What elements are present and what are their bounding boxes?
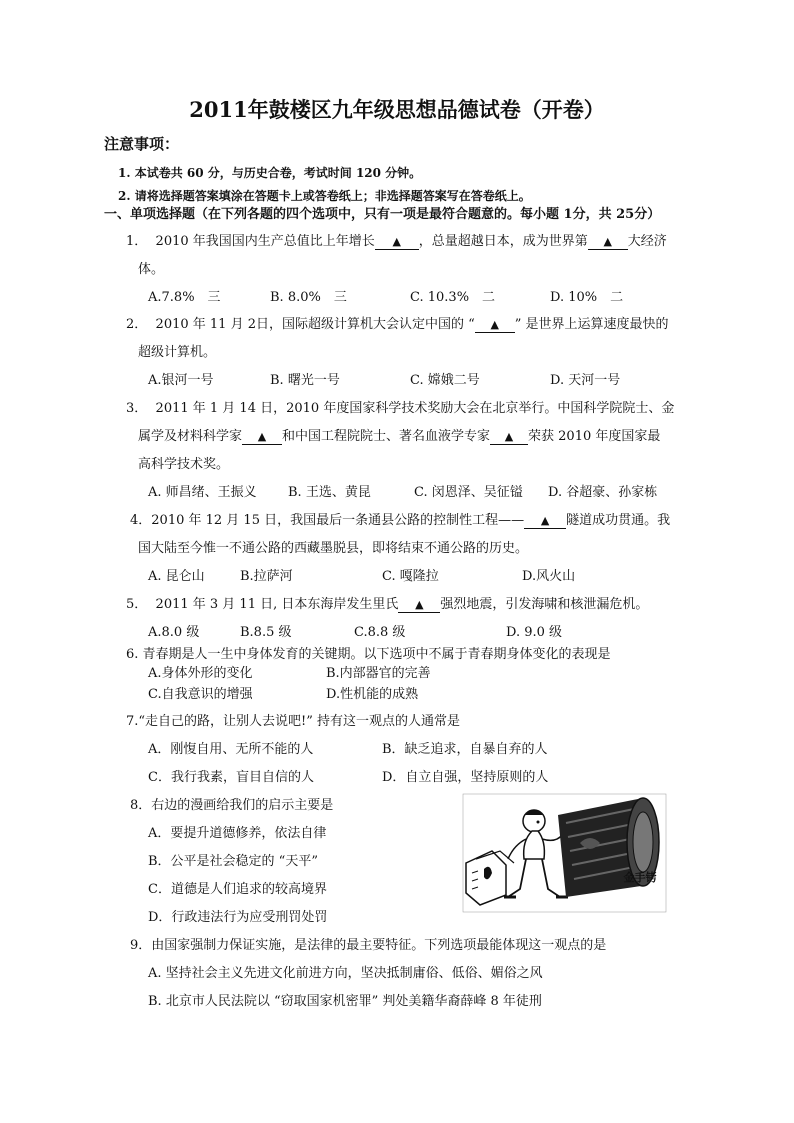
- notes-heading: 注意事项：: [104, 135, 180, 153]
- q8-option-c: C．道德是人们追求的较高境界: [148, 882, 327, 897]
- question-2-line-2: 超级计算机。: [138, 345, 217, 360]
- q3-option-c: C. 闵恩泽、吴征镒: [414, 485, 523, 500]
- q6-option-b: B.内部器官的完善: [326, 666, 431, 681]
- q9-option-a: A. 坚持社会主义先进文化前进方向，坚决抵制庸俗、低俗、媚俗之风: [148, 966, 543, 981]
- q5-option-b: B.8.5 级: [240, 625, 292, 640]
- q6-option-c: C.自我意识的增强: [148, 687, 253, 702]
- section-heading: 一、单项选择题（在下列各题的四个选项中，只有一项是最符合题意的。每小题 1分，共 25分）: [104, 207, 661, 222]
- answer-blank: ▲: [588, 235, 628, 250]
- question-4-line-1: 4．2010 年 12 月 15 日，我国最后一条通县公路的控制性工程—— ▲ 隧道成功贯通。我: [130, 513, 671, 528]
- q2-option-c: C. 嫦娥二号: [410, 373, 480, 388]
- question-3-line-3: 高科学技术奖。: [138, 457, 230, 472]
- answer-blank: ▲: [242, 430, 282, 445]
- q5-option-c: C.8.8 级: [354, 625, 406, 640]
- page-title: 2011年鼓楼区九年级思想品德试卷（开卷）: [189, 97, 605, 122]
- q8-option-b: B．公平是社会稳定的 “天平”: [148, 854, 318, 869]
- cartoon-illustration: [462, 793, 667, 913]
- answer-blank: ▲: [524, 514, 566, 529]
- q2-option-b: B. 曙光一号: [270, 373, 340, 388]
- q4-option-a: A. 昆仑山: [148, 569, 205, 584]
- q9-option-b: B. 北京市人民法院以 “窃取国家机密罪” 判处美籍华裔薛峰 8 年徒刑: [148, 994, 542, 1009]
- note-item-1: 1. 本试卷共 60 分，与历史合卷，考试时间 120 分钟。: [118, 166, 422, 180]
- question-5-line-1: 5． 2011 年 3 月 11 日, 日本东海岸发生里氏 ▲ 强烈地震，引发海啸和核泄漏危机。: [126, 597, 649, 612]
- q3-option-d: D. 谷超豪、孙家栋: [548, 485, 658, 500]
- q3-option-b: B. 王选、黄昆: [288, 485, 371, 500]
- answer-blank: ▲: [375, 235, 419, 250]
- q3-option-a: A. 师昌绪、王振义: [148, 485, 257, 500]
- question-6-stem: 6. 青春期是人一生中身体发育的关键期。以下选项中不属于青春期身体变化的表现是: [126, 647, 611, 662]
- q1-option-d: D. 10% 二: [550, 290, 624, 305]
- q6-option-a: A.身体外形的变化: [148, 666, 253, 681]
- q4-option-c: C. 嘎隆拉: [382, 569, 439, 584]
- question-2-line-1: 2． 2010 年 11 月 2日，国际超级计算机大会认定中国的 “ ▲ ” 是世界上运算速度最快的: [126, 317, 669, 332]
- q7-option-a: A．刚愎自用、无所不能的人: [148, 742, 314, 757]
- q8-option-a: A．要提升道德修养，依法自律: [148, 826, 327, 841]
- q2-option-a: A.银河一号: [148, 373, 214, 388]
- question-8-stem: 8．右边的漫画给我们的启示主要是: [130, 798, 334, 813]
- q2-option-d: D. 天河一号: [550, 373, 621, 388]
- answer-blank: ▲: [398, 598, 440, 613]
- question-1-line-1: 1． 2010 年我国国内生产总值比上年增长 ▲ ，总量超越日本，成为世界第 ▲ 大经济: [126, 234, 667, 249]
- q7-option-b: B．缺乏追求，自暴自弃的人: [382, 742, 548, 757]
- question-3-line-1: 3． 2011 年 1 月 14 日，2010 年度国家科学技术奖励大会在北京举行。中国科学院院士、金: [126, 401, 675, 416]
- answer-blank: ▲: [475, 318, 515, 333]
- q7-option-d: D．自立自强，坚持原则的人: [382, 770, 549, 785]
- question-1-line-2: 体。: [138, 262, 165, 277]
- q5-option-d: D. 9.0 级: [506, 625, 563, 640]
- note-item-2: 2. 请将选择题答案填涂在答题卡上或答卷纸上；非选择题答案写在答卷纸上。: [118, 189, 531, 203]
- q6-option-d: D.性机能的成熟: [326, 687, 419, 702]
- cartoon-image: [462, 793, 667, 913]
- q1-option-c: C. 10.3% 二: [410, 290, 496, 305]
- q1-option-a: A.7.8% 三: [148, 290, 221, 305]
- question-3-line-2: 属学及材料科学家 ▲ 和中国工程院院士、著名血液学专家 ▲ 荣获 2010 年度国家最: [138, 429, 661, 444]
- question-7-stem: 7.“走自己的路，让别人去说吧!” 持有这一观点的人通常是: [126, 714, 461, 729]
- question-4-line-2: 国大陆至今惟一不通公路的西藏墨脱县，即将结束不通公路的历史。: [138, 541, 529, 556]
- q8-option-d: D．行政违法行为应受刑罚处罚: [148, 910, 328, 925]
- q7-option-c: C．我行我素，盲目自信的人: [148, 770, 314, 785]
- q4-option-d: D.风火山: [522, 569, 576, 584]
- cartoon-label: 金手铐: [623, 871, 657, 884]
- q5-option-a: A.8.0 级: [148, 625, 200, 640]
- q4-option-b: B.拉萨河: [240, 569, 293, 584]
- q1-option-b: B. 8.0% 三: [270, 290, 347, 305]
- question-9-stem: 9．由国家强制力保证实施，是法律的最主要特征。下列选项最能体现这一观点的是: [130, 938, 607, 953]
- answer-blank: ▲: [490, 430, 528, 445]
